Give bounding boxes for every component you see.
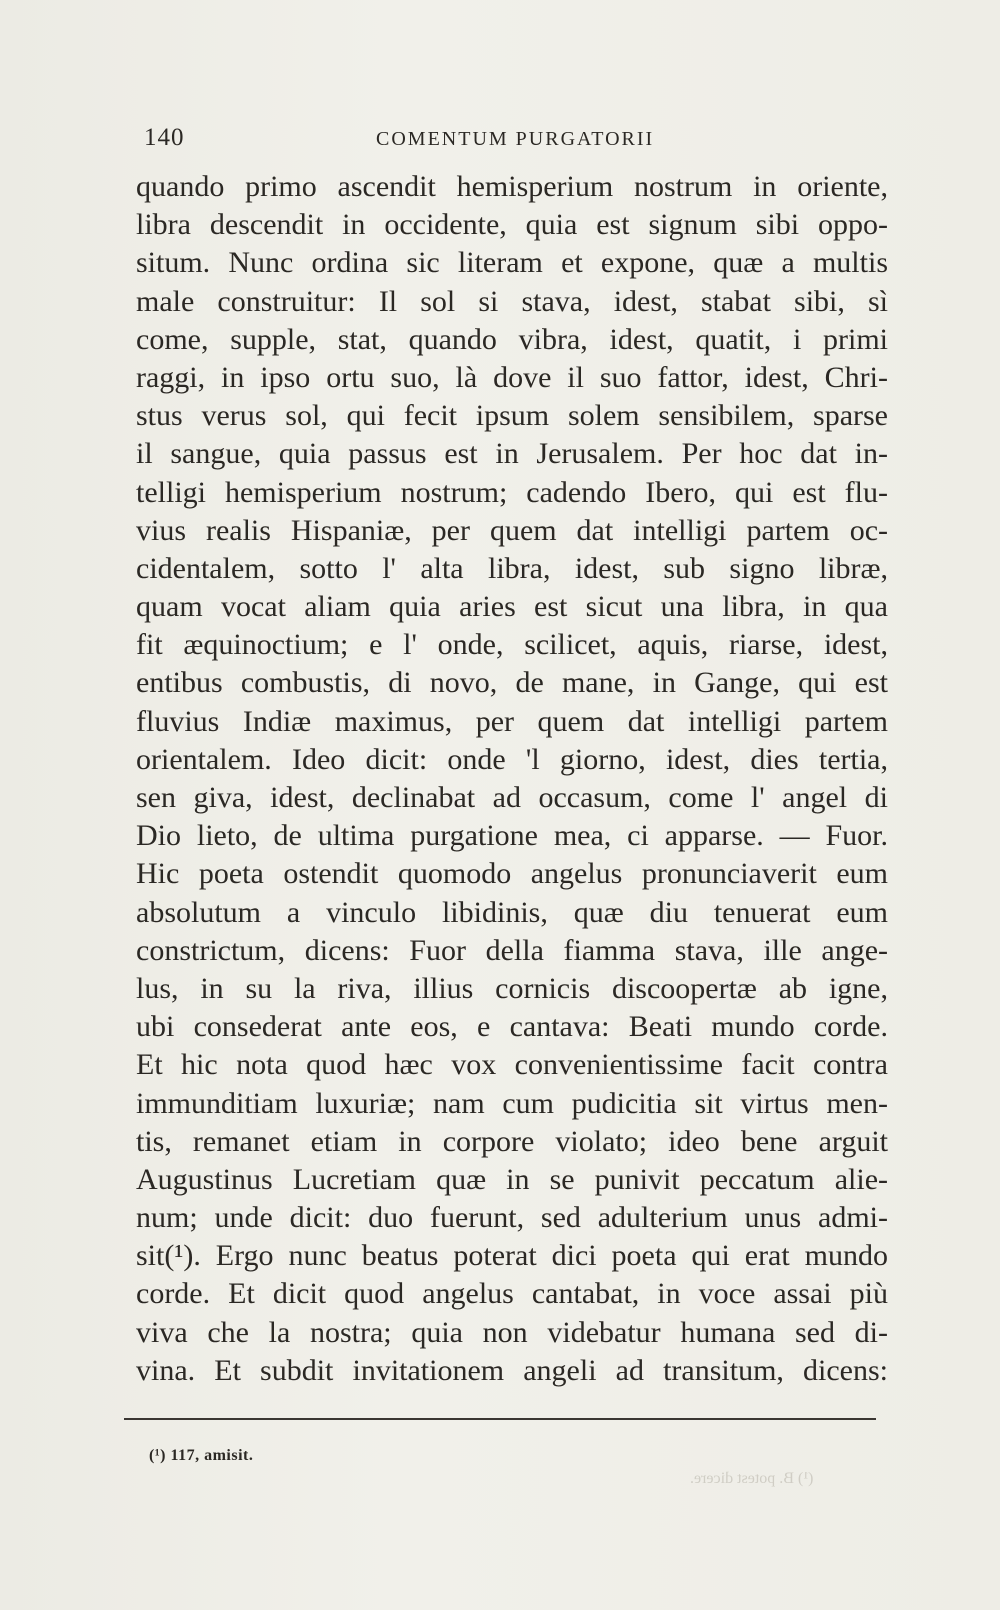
bleed-through-text: (¹) B. potest dicere. <box>690 1470 814 1487</box>
text-line: lus, in su la riva, illius cornicis discoopertæ ab igne, <box>136 971 888 1005</box>
text-line: orientalem. Ideo dicit: onde 'l giorno, idest, dies tertia, <box>136 742 888 776</box>
footnote-rule <box>124 1418 876 1420</box>
text-line: vina. Et subdit invitationem angeli ad transitum, dicens: <box>136 1353 888 1387</box>
text-line: Dio lieto, de ultima purgatione mea, ci apparse. — Fuor. <box>136 819 888 853</box>
running-title: COMENTUM PURGATORII <box>376 128 655 150</box>
text-line: immunditiam luxuriæ; nam cum pudicitia sit virtus men- <box>136 1086 888 1120</box>
text-line: tis, remanet etiam in corpore violato; ideo bene arguit <box>136 1124 888 1158</box>
text-line: raggi, in ipso ortu suo, là dove il suo fattor, idest, Chri- <box>136 360 888 394</box>
text-line: come, supple, stat, quando vibra, idest, quatit, i primi <box>136 322 888 356</box>
text-line: quando primo ascendit hemisperium nostrum in oriente, <box>136 170 888 203</box>
page-header <box>138 124 888 154</box>
text-line: cidentalem, sotto l' alta libra, idest, sub signo libræ, <box>136 551 888 585</box>
body-text <box>136 168 888 1390</box>
text-line: stus verus sol, qui fecit ipsum solem sensibilem, sparse <box>136 399 888 433</box>
footnote: (¹) 117, amisit. <box>149 1447 254 1464</box>
text-line: fluvius Indiæ maximus, per quem dat intelligi partem <box>136 704 888 738</box>
text-line: absolutum a vinculo libidinis, quæ diu tenuerat eum <box>136 895 888 929</box>
text-line: viva che la nostra; quia non videbatur humana sed di- <box>136 1315 888 1349</box>
text-line: sit(¹). Ergo nunc beatus poterat dici poeta qui erat mundo <box>136 1239 888 1273</box>
text-line: entibus combustis, di novo, de mane, in Gange, qui est <box>136 666 888 700</box>
text-line: vius realis Hispaniæ, per quem dat intelligi partem oc- <box>136 513 888 547</box>
text-line: quam vocat aliam quia aries est sicut una libra, in qua <box>136 590 888 624</box>
text-line: num; unde dicit: duo fuerunt, sed adulterium unus admi- <box>136 1201 888 1235</box>
text-line: situm. Nunc ordina sic literam et expone, quæ a multis <box>136 246 888 280</box>
page-number: 140 <box>144 124 185 151</box>
text-line: il sangue, quia passus est in Jerusalem. Per hoc dat in- <box>136 437 888 471</box>
text-line: male construitur: Il sol si stava, idest, stabat sibi, sì <box>136 284 888 318</box>
text-line: telligi hemisperium nostrum; cadendo Ibero, qui est flu- <box>136 475 888 509</box>
text-line: Augustinus Lucretiam quæ in se punivit peccatum alie- <box>136 1162 888 1196</box>
text-line: ubi consederat ante eos, e cantava: Beati mundo corde. <box>136 1010 888 1044</box>
text-line: libra descendit in occidente, quia est signum sibi oppo- <box>136 208 888 242</box>
text-line: Hic poeta ostendit quomodo angelus pronunciaverit eum <box>136 857 888 891</box>
text-line: sen giva, idest, declinabat ad occasum, come l' angel di <box>136 781 888 814</box>
text-line: corde. Et dicit quod angelus cantabat, in voce assai più <box>136 1277 888 1311</box>
text-line: fit æquinoctium; e l' onde, scilicet, aquis, riarse, idest, <box>136 628 888 662</box>
text-line: Et hic nota quod hæc vox convenientissime facit contra <box>136 1048 888 1082</box>
text-line: constrictum, dicens: Fuor della fiamma stava, ille ange- <box>136 933 888 967</box>
